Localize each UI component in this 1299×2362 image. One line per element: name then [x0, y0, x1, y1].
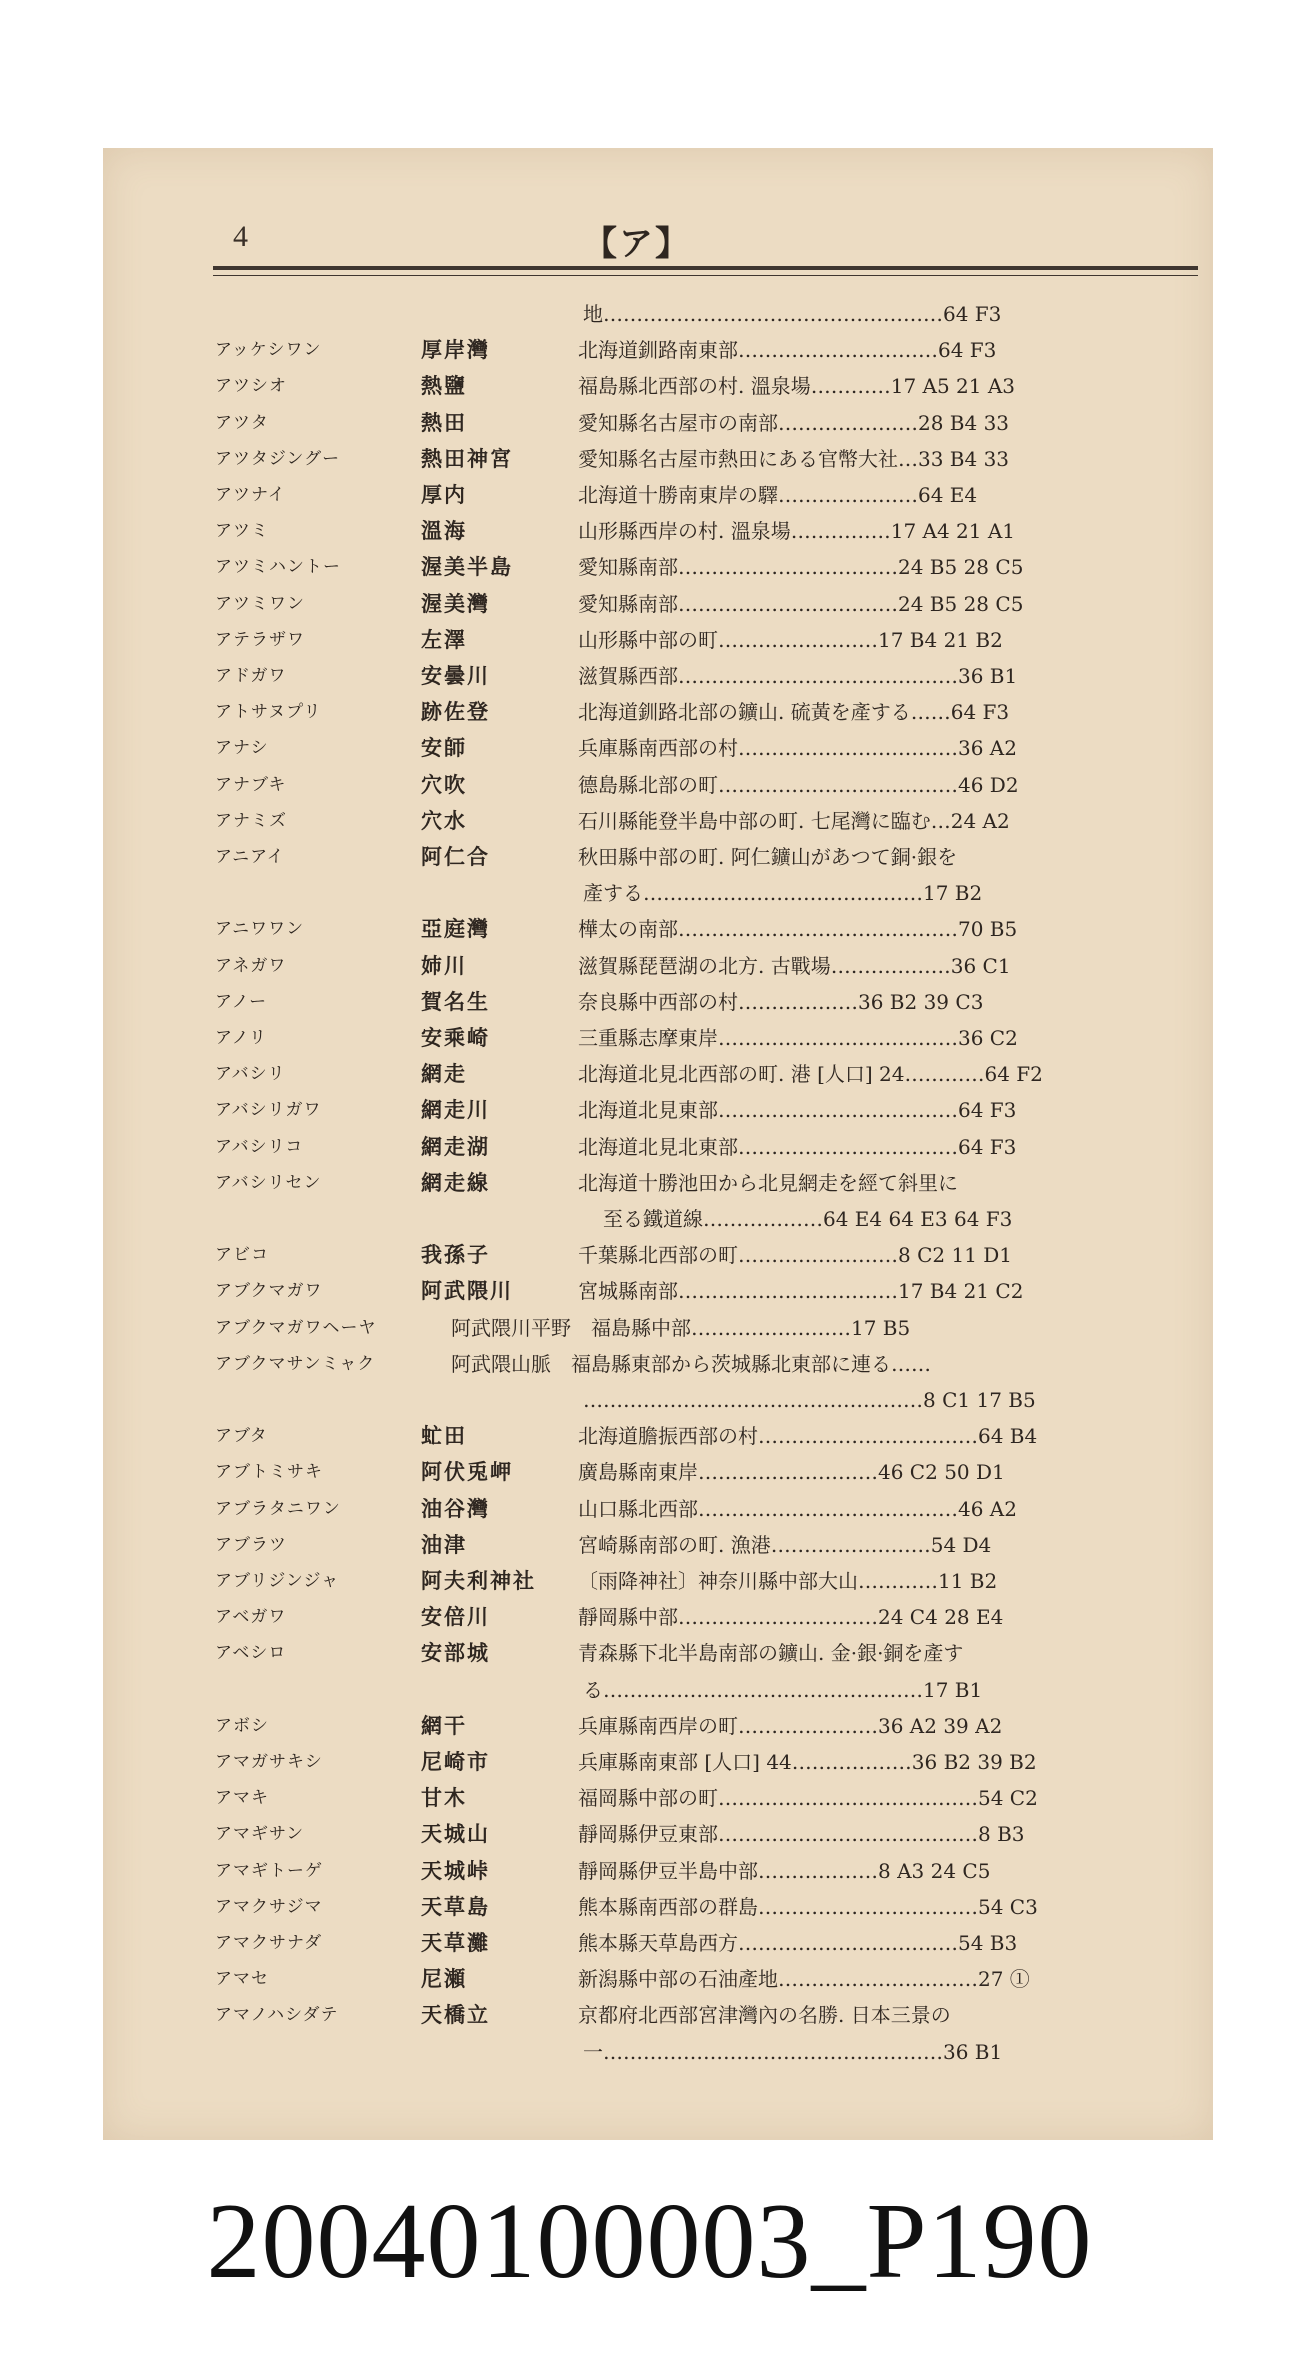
entry-line [103, 1384, 1213, 1416]
entry-description: 石川縣能登半島中部の町. 七尾灣に臨む…24 A2 [578, 808, 1010, 833]
entry-place-name: 天草灘 [421, 1930, 490, 1955]
entry-reading: アバシリコ [215, 1136, 304, 1157]
entry-description: 北海道北見北東部……………………………64 F3 [578, 1134, 1017, 1159]
entry-reading: アツナイ [215, 485, 286, 505]
entry-reading: アマギサン [215, 1824, 305, 1845]
entry-line [103, 1058, 1213, 1090]
entry-place-name: 熱田 [421, 409, 467, 435]
entry-line [103, 1855, 1213, 1887]
entry-description: 北海道十勝池田から北見網走を經て斜里に [578, 1170, 958, 1195]
entry-reading: アブリジンジャ [215, 1571, 340, 1591]
entry-description: 樺太の南部……………………………………70 B5 [578, 917, 1018, 942]
entry-place-name: 網走川 [421, 1097, 490, 1123]
entry-place-name: 網干 [421, 1712, 467, 1738]
entry-reading: アツミハントー [215, 557, 341, 578]
entry-reading: アマクサナダ [215, 1933, 323, 1953]
entry-place-name: 網走湖 [421, 1133, 490, 1159]
entry-reading: アナブキ [215, 774, 287, 795]
entry-reading: アドガワ [215, 666, 287, 686]
entry-reading: アツシオ [215, 376, 287, 397]
entry-line [103, 443, 1213, 475]
entry-description: 滋賀縣西部……………………………………36 B1 [578, 664, 1018, 688]
entry-place-name: 渥美半島 [421, 554, 513, 580]
entry-description: 愛知縣名古屋市熱田にある官幣大社…33 B4 33 [578, 446, 1010, 471]
entry-description: 靜岡縣伊豆半島中部………………8 A3 24 C5 [578, 1858, 991, 1883]
entry-line [103, 1275, 1213, 1307]
entry-reading: アベガワ [215, 1607, 287, 1628]
entry-reading: アバシリ [215, 1064, 286, 1085]
entry-line [103, 551, 1213, 583]
entry-reading: アマセ [215, 1969, 269, 1990]
entry-description: 山口縣北西部…………………………………46 A2 [578, 1496, 1017, 1521]
entry-description: 山形縣西岸の村. 溫泉場……………17 A4 21 A1 [578, 519, 1016, 544]
entry-place-name: 渥美灣 [421, 590, 490, 616]
entry-place-name: 厚岸灣 [421, 337, 490, 363]
entry-place-name: 天城峠 [421, 1857, 490, 1883]
entry-place-name: 安師 [421, 735, 467, 761]
entry-line [103, 334, 1213, 366]
entry-reading: アツミ [215, 521, 269, 542]
entry-line [103, 1167, 1213, 1199]
entry-place-name: 天草島 [421, 1893, 490, 1919]
entry-place-name: 安部城 [421, 1640, 490, 1666]
entry-line [103, 1710, 1213, 1742]
entry-place-name: 尼崎市 [421, 1749, 490, 1774]
entry-place-name: 厚内 [421, 482, 467, 507]
entry-reading: アマガサキシ [215, 1752, 323, 1772]
entry-reading: アツタ [215, 412, 269, 433]
entry-line [103, 805, 1213, 837]
entry-line [103, 732, 1213, 764]
entry-description: 產する……………………………………17 B2 [583, 881, 983, 906]
entry-description: 至る鐵道線………………64 E4 64 E3 64 F3 [603, 1207, 1013, 1231]
entry-place-name: 天橋立 [421, 2002, 490, 2028]
entry-place-name: 阿仁合 [421, 844, 490, 869]
entry-line [103, 1239, 1213, 1271]
entry-description: 京都府北西部宮津灣內の名勝. 日本三景の [578, 2003, 951, 2028]
entry-reading: アニワワン [215, 919, 305, 940]
entry-description: 奈良縣中西部の村………………36 B2 39 C3 [578, 989, 984, 1014]
entry-line [103, 624, 1213, 656]
entry-reading: アツタジングー [215, 448, 341, 469]
entry-description: 青森縣下北半島南部の鑛山. 金·銀·銅を產す [578, 1641, 964, 1666]
entry-description: 兵庫縣南西岸の町…………………36 A2 39 A2 [578, 1713, 1003, 1738]
entry-place-name: 左澤 [421, 626, 467, 652]
scanned-page [103, 148, 1213, 2140]
entry-description: 三重縣志摩東岸………………………………36 C2 [578, 1026, 1018, 1050]
entry-line [103, 1348, 1213, 1380]
entry-place-name: 阿武隈川 [421, 1278, 513, 1304]
entry-reading: アネガワ [215, 955, 287, 976]
entry-description: 阿武隈川平野 福島縣中部……………………17 B5 [451, 1315, 911, 1340]
entry-line [103, 1529, 1213, 1561]
entry-line [103, 2036, 1213, 2068]
entry-line [103, 407, 1213, 439]
entry-line [103, 877, 1213, 909]
entry-place-name: 油津 [421, 1531, 467, 1557]
entry-place-name: 我孫子 [421, 1242, 490, 1268]
entry-line [103, 660, 1213, 692]
entry-reading: アブクマサンミャク [215, 1353, 376, 1374]
entry-line [103, 515, 1213, 547]
entry-description: 愛知縣南部……………………………24 B5 28 C5 [578, 555, 1024, 580]
entry-line [103, 1565, 1213, 1597]
entry-description: 阿武隈山脈 福島縣東部から茨城縣北東部に連る…… [451, 1351, 931, 1376]
entry-reading: アビコ [215, 1245, 269, 1266]
entry-place-name: 網走 [421, 1061, 467, 1087]
entry-place-name: 甘木 [421, 1785, 467, 1811]
entry-description: 北海道釧路北部の鑛山. 硫黃を產する……64 F3 [578, 700, 1010, 725]
entry-reading: アバシリセン [215, 1172, 322, 1193]
entry-description: 新潟縣中部の石油產地…………………………27 ① [578, 1967, 1030, 1992]
entry-description: 北海道北見東部………………………………64 F3 [578, 1098, 1017, 1123]
entry-place-name: 溫海 [421, 518, 467, 544]
entry-description: 愛知縣南部……………………………24 B5 28 C5 [578, 591, 1024, 616]
entry-place-name: 天城山 [421, 1821, 490, 1847]
entry-place-name: 跡佐登 [421, 699, 490, 725]
entry-line [103, 986, 1213, 1018]
entry-reading: アノー [215, 991, 268, 1012]
entry-line [103, 479, 1213, 511]
entry-line [103, 1094, 1213, 1126]
entry-place-name: 安倍川 [421, 1604, 490, 1630]
entry-line [103, 588, 1213, 620]
entry-line [103, 1637, 1213, 1669]
entry-reading: アベシロ [215, 1643, 287, 1664]
entry-reading: アブクマガワヘーヤ [215, 1317, 377, 1338]
entry-reading: アナシ [215, 738, 269, 759]
entry-line [103, 913, 1213, 945]
entry-line [103, 1891, 1213, 1923]
entry-reading: アブラツ [215, 1534, 287, 1555]
entry-place-name: 尼瀬 [421, 1966, 467, 1992]
gazetteer-entries [103, 148, 1213, 2140]
entry-description: 靜岡縣中部…………………………24 C4 28 E4 [578, 1605, 1004, 1630]
entry-description: 宮城縣南部……………………………17 B4 21 C2 [578, 1279, 1024, 1304]
entry-place-name: 熱田神宮 [421, 445, 513, 471]
entry-reading: アブタ [215, 1426, 268, 1447]
entry-line [103, 1927, 1213, 1959]
entry-reading: アボシ [215, 1715, 269, 1736]
entry-place-name: 安曇川 [421, 663, 490, 688]
entry-reading: アマクサジマ [215, 1896, 323, 1917]
entry-line [103, 1782, 1213, 1814]
entry-line [103, 1999, 1213, 2031]
entry-line [103, 1420, 1213, 1452]
entry-line [103, 1493, 1213, 1525]
entry-line [103, 370, 1213, 402]
entry-place-name: 熱鹽 [421, 373, 467, 399]
entry-reading: アツミワン [215, 593, 305, 614]
section-heading: 【ア】 [583, 224, 691, 264]
entry-line [103, 298, 1213, 330]
entry-line [103, 1456, 1213, 1488]
entry-description: 靜岡縣伊豆東部…………………………………8 B3 [578, 1822, 1025, 1847]
entry-description: 北海道北見北西部の町. 港 [人口] 24…………64 F2 [578, 1062, 1043, 1087]
entry-description: 北海道十勝南東岸の驛…………………64 E4 [578, 483, 978, 507]
entry-reading: アトサヌプリ [215, 702, 322, 723]
entry-description: 一……………………………………………36 B1 [583, 2039, 1003, 2064]
entry-description: 北海道膽振西部の村……………………………64 B4 [578, 1424, 1038, 1449]
entry-description: 兵庫縣南東部 [人口] 44………………36 B2 39 B2 [578, 1750, 1037, 1774]
entry-description: 福岡縣中部の町…………………………………54 C2 [578, 1786, 1038, 1811]
entry-place-name: 阿夫利神社 [421, 1568, 536, 1593]
entry-description: 福島縣北西部の村. 溫泉場…………17 A5 21 A3 [578, 374, 1016, 399]
entry-reading: アノリ [215, 1028, 267, 1048]
entry-line [103, 1312, 1213, 1344]
entry-line [103, 769, 1213, 801]
entry-place-name: 亞庭灣 [421, 916, 490, 942]
entry-reading: アマノハシダテ [215, 2005, 339, 2026]
entry-line [103, 696, 1213, 728]
entry-line [103, 950, 1213, 982]
entry-description: る…………………………………………17 B1 [583, 1677, 983, 1702]
entry-description: 秋田縣中部の町. 阿仁鑛山があつて銅·銀を [578, 845, 958, 869]
archive-id-label: 20040100003_P190 [206, 2182, 1093, 2301]
entry-description: 廣島縣南東岸………………………46 C2 50 D1 [578, 1460, 1005, 1485]
entry-reading: アニアイ [215, 847, 285, 867]
entry-place-name: 虻田 [421, 1423, 467, 1449]
entry-place-name: 網走線 [421, 1169, 490, 1195]
entry-reading: アッケシワン [215, 340, 322, 361]
entry-line [103, 1022, 1213, 1054]
entry-description: 愛知縣名古屋市の南部…………………28 B4 33 [578, 410, 1010, 435]
entry-reading: アブトミサキ [215, 1462, 323, 1483]
entry-line [103, 1601, 1213, 1633]
entry-description: 熊本縣南西部の群島……………………………54 C3 [578, 1894, 1038, 1919]
entry-description: 〔雨降神社〕神奈川縣中部大山…………11 B2 [578, 1569, 998, 1593]
entry-place-name: 穴吹 [421, 771, 467, 797]
entry-description: 北海道釧路南東部…………………………64 F3 [578, 338, 997, 363]
entry-description: 德島縣北部の町………………………………46 D2 [578, 772, 1019, 797]
page-number: 4 [233, 220, 248, 253]
entry-reading: アブクマガワ [215, 1281, 323, 1302]
entry-description: 地……………………………………………64 F3 [583, 302, 1002, 326]
entry-reading: アマギトーゲ [215, 1860, 323, 1881]
entry-place-name: 姉川 [421, 952, 467, 978]
entry-line [103, 1203, 1213, 1235]
entry-line [103, 1746, 1213, 1778]
entry-description: 宮崎縣南部の町. 漁港……………………54 D4 [578, 1532, 992, 1557]
entry-place-name: 油谷灣 [421, 1495, 490, 1521]
entry-reading: アナミズ [215, 810, 287, 831]
entry-description: 熊本縣天草島西方……………………………54 B3 [578, 1931, 1018, 1955]
entry-description: ……………………………………………8 C1 17 B5 [583, 1388, 1036, 1412]
entry-line [103, 841, 1213, 873]
entry-description: 山形縣中部の町……………………17 B4 21 B2 [578, 627, 1003, 652]
entry-reading: アマキ [215, 1788, 269, 1809]
entry-place-name: 安乘崎 [421, 1025, 490, 1050]
entry-line [103, 1963, 1213, 1995]
entry-line [103, 1131, 1213, 1163]
entry-line [103, 1818, 1213, 1850]
entry-line [103, 1674, 1213, 1706]
entry-description: 千葉縣北西部の町……………………8 C2 11 D1 [578, 1243, 1013, 1268]
entry-reading: アテラザワ [215, 629, 305, 650]
entry-place-name: 穴水 [421, 807, 467, 833]
entry-reading: アブラタニワン [215, 1498, 341, 1519]
entry-description: 兵庫縣南西部の村……………………………36 A2 [578, 736, 1017, 761]
entry-description: 滋賀縣琵琶湖の北方. 古戰場………………36 C1 [578, 953, 1011, 978]
entry-reading: アバシリガワ [215, 1100, 322, 1121]
entry-place-name: 阿伏兎岬 [421, 1459, 513, 1485]
entry-place-name: 賀名生 [421, 988, 490, 1014]
